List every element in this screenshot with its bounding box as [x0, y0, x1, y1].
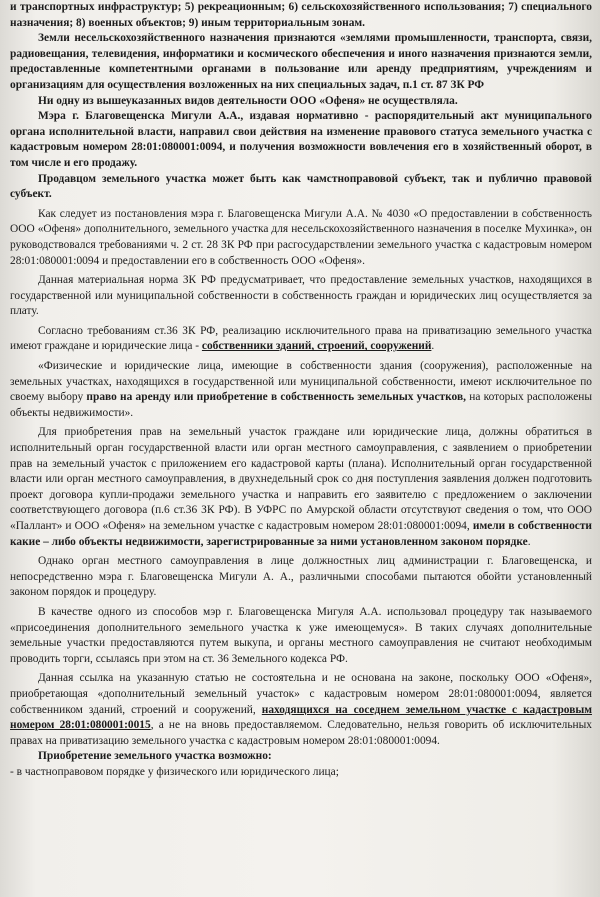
paragraph-mayor-act: Мэра г. Благовещенска Мигули А.А., издавая нормативно - распорядительный акт муниципального органа исполнительной власти, направил свои действия на изменение правового статуса земельного участка с кадастровым номером 28:01:080001:0094, и получения возможности вовлечения его в хозяйственный оборот, в том числе и его продажу.: [10, 110, 592, 169]
paragraph-quote-owners: «Физические и юридические лица, имеющие в собственности здания (сооружения), расположенные на земельных участках, находящихся в государственной или муниципальной собственности, имеют исключительное по своему выбору право на аренду или приобретение в собственность земельных участков, на которых расположены объекты недвижимости».: [10, 360, 592, 419]
paragraph-acquisition-procedure: Для приобретения прав на земельный участок граждане или юридические лица, должны обратиться в исполнительный орган государственной власти или орган местного самоуправления, с заявлением о приобретении прав на земельный участок с приложением его кадастровой карты (плана). Исполнительный орган государственной власти или орган местного самоуправления, в двухнедельный срок со дня поступления заявления должен подготовить проект договора купли-продажи земельного участка и направить его заявителю с предложением о заключении соответствующего договора (п.6 ст.36 ЗК РФ). В УФРС по Амурской области отсутствуют сведения о том, что ООО «Паллант» и ООО «Офеня» на земельном участке с кадастровым номером 28:01:080001:0094, имели в собственности какие – либо объекты недвижимости, зарегистрированные за ними установленном законом порядке.: [10, 426, 592, 548]
paragraph-zones-list: и транспортных инфраструктур; 5) рекреационным; 6) сельскохозяйственного использования; 7) специального назначения; 8) военных объектов; 9) иным территориальным зонам.: [10, 1, 592, 29]
paragraph-article-36: Согласно требованиям ст.36 ЗК РФ, реализацию исключительного права на приватизацию земельного участка имеют граждане и юридические лица - собственники зданий, строений, сооружений.: [10, 324, 592, 353]
paragraph-ofenya-no-activity: Ни одну из вышеуказанных видов деятельности ООО «Офеня» не осуществляла.: [38, 94, 458, 107]
paragraph-resolution-4030: Как следует из постановления мэра г. Благовещенска Мигули А.А. № 4030 «О предоставлении в собственность ООО «Офеня» дополнительного, земельного участка для несельскохозяйственного назначения в поселке Мухинка», он руководствовался требованиями ч. 2 ст. 28 ЗК РФ при расгосударствлении земельного участка с кадастровым номером 28:01:080001:0094 и предоставлении его в собственность ООО «Офеня».: [10, 207, 592, 267]
paragraph-material-norm: Данная материальная норма ЗК РФ предусматривает, что предоставление земельных участков, находящихся в государственной или муниципальной собственности в собственность граждан и юридических лиц осуществляется за плату.: [10, 274, 592, 318]
paragraph-local-authority: Однако орган местного самоуправления в лице должностных лиц администрации г. Благовещенска, и непосредственно мэра г. Благовещенска Мигули А. А., различными способами пытаются обойти установленный законом порядок и процедуру.: [10, 555, 592, 599]
paragraph-reference-invalid: Данная ссылка на указанную статью не состоятельна и не основана на законе, поскольку ООО «Офеня», приобретающая «дополнительный земельный участок» с кадастровым номером 28:01:080001:0094, является собственником зданий, строений и сооружений, находящихся на соседнем земельном участке с кадастровым номером 28:01:080001:0015, а не на вновь предоставляемом. Следовательно, нельзя говорить об исключительных правах на приватизацию земельного участка с кадастровым номером 28:01:080001:0094.: [10, 672, 592, 747]
paragraph-acquisition-possible: Приобретение земельного участка возможно:: [38, 750, 272, 763]
paragraph-accession-method: В качестве одного из способов мэр г. Благовещенска Мигуля А.А. использовал процедуру так называемого «присоединения дополнительного земельного участка к уже имеющемуся». В таких случаях дополнительные земельные участки предоставляются путем выкупа, и органы местного самоуправления не считают необходимым проводить торги, ссылаясь при этом на ст. 36 Земельного кодекса РФ.: [10, 605, 592, 665]
list-item-private-law: - в частноправовом порядке у физического или юридического лица;: [10, 765, 339, 778]
paragraph-seller-subject: Продавцом земельного участка может быть как чамстноправовой субъект, так и публично правовой субъект.: [10, 172, 592, 201]
paragraph-nonagricultural-lands: Земли несельскохозяйственного назначения признаются «землями промышленности, транспорта, связи, радиовещания, телевидения, информатики и космического обеспечения и иного назначения признаются земли, предоставленные компетентными органами в пользование или аренду предприятиям, учреждениям и организациям для осуществления возложенных на них специальных задач, п.1 ст. 87 ЗК РФ: [10, 32, 592, 91]
